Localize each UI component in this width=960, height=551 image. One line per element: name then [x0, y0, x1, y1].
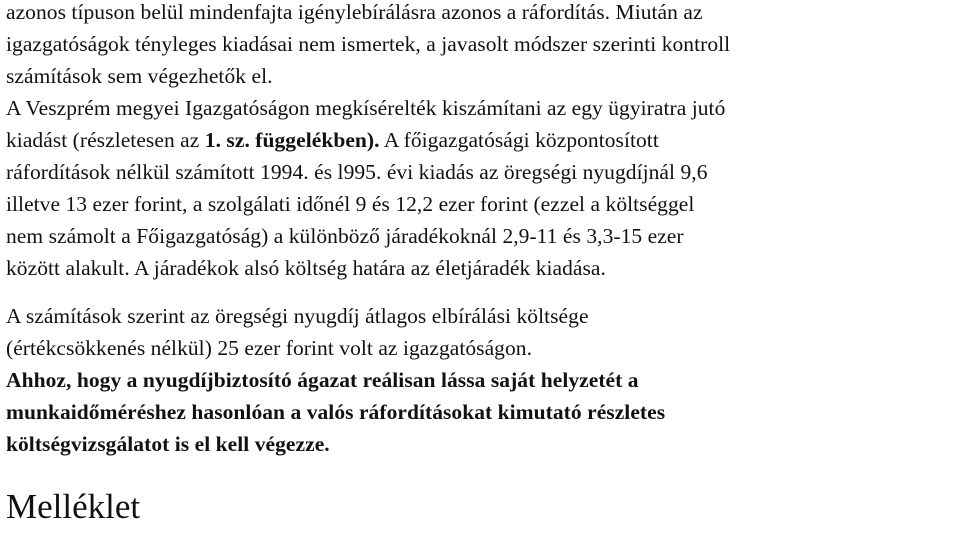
text-run: kiadást (részletesen az — [6, 128, 205, 152]
text-line: (értékcsökkenés nélkül) 25 ezer forint volt az igazgatóságon. — [6, 336, 533, 360]
text-line: ráfordítások nélkül számított 1994. és l995. évi kiadás az öregségi nyugdíjnál 9,6 — [6, 160, 708, 184]
text-line — [6, 124, 956, 156]
text-line: A Veszprém megyei Igazgatóságon megkísérelték kiszámítani az egy ügyiratra jutó — [6, 96, 726, 120]
section-heading: Melléklet — [6, 487, 141, 526]
text-run: A főigazgatósági központosított — [379, 128, 659, 152]
paragraph-conclusion — [6, 300, 956, 460]
text-line: A számítások szerint az öregségi nyugdíj átlagos elbírálási költsége — [6, 304, 589, 328]
document-page — [6, 0, 956, 529]
text-line: igazgatóságok tényleges kiadásai nem ismertek, a javasolt módszer szerinti kontroll — [6, 32, 731, 56]
text-line: azonos típuson belül mindenfajta igénylebírálásra azonos a ráfordítás. Miután az — [6, 0, 703, 24]
text-line: között alakult. A járadékok alsó költség határa az életjáradék kiadása. — [6, 256, 606, 280]
bold-text-line: munkaidőméréshez hasonlóan a valós ráfordításokat kimutató részletes — [6, 400, 666, 424]
text-line: számítások sem végezhetők el. — [6, 64, 273, 88]
text-line: nem számolt a Főigazgatóság) a különböző járadékoknál 2,9-11 és 3,3-15 ezer — [6, 224, 684, 248]
paragraph-spacer — [6, 284, 956, 300]
bold-text-line: költségvizsgálatot is el kell végezze. — [6, 432, 330, 456]
paragraph-cost-estimation — [6, 0, 956, 284]
bold-text-line: Ahhoz, hogy a nyugdíjbiztosító ágazat reálisan lássa saját helyzetét a — [6, 368, 639, 392]
text-line: illetve 13 ezer forint, a szolgálati időnél 9 és 12,2 ezer forint (ezzel a költséggel — [6, 192, 695, 216]
appendix-reference: 1. sz. függelékben). — [204, 128, 380, 152]
